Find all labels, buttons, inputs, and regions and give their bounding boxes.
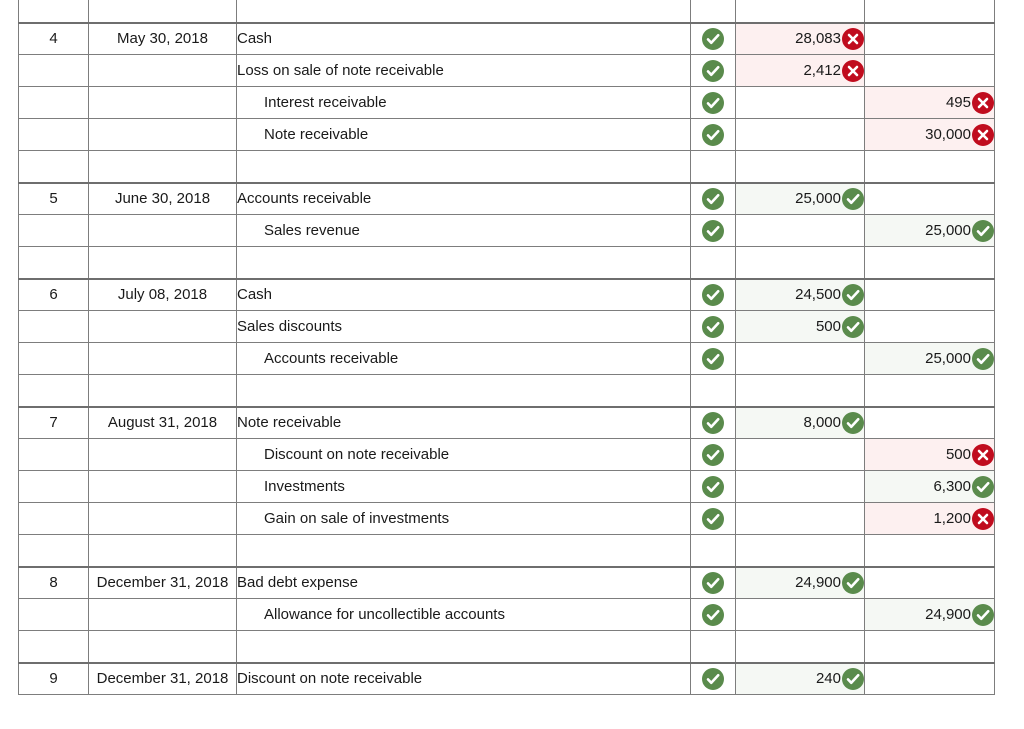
status-mark-cell <box>691 567 736 599</box>
debit-amount: 24,900 <box>795 574 841 592</box>
check-circle-icon <box>702 444 724 466</box>
credit-amount: 25,000 <box>925 222 971 239</box>
check-circle-icon <box>972 220 994 242</box>
debit-cell[interactable] <box>736 407 865 439</box>
x-circle-icon <box>842 28 864 50</box>
account-title: Gain on sale of investments <box>264 510 450 527</box>
check-circle-icon <box>702 412 724 434</box>
debit-amount: 500 <box>815 318 841 335</box>
credit-cell[interactable] <box>865 663 995 695</box>
date-value: May 30, 2018 <box>117 30 208 48</box>
debit-amount: 240 <box>815 670 841 688</box>
table-row <box>19 567 995 599</box>
credit-cell <box>865 0 995 23</box>
debit-amount: 28,083 <box>795 30 841 48</box>
credit-cell[interactable] <box>865 55 995 87</box>
credit-amount-wrap <box>865 343 994 374</box>
account-title-cell[interactable] <box>237 87 691 119</box>
check-circle-icon <box>842 412 864 434</box>
table-row <box>19 119 995 151</box>
account-title: Discount on note receivable <box>237 670 423 688</box>
table-row <box>19 343 995 375</box>
debit-amount-wrap <box>736 280 864 311</box>
table-row <box>19 215 995 247</box>
status-mark-cell <box>691 87 736 119</box>
debit-cell[interactable] <box>736 87 865 119</box>
credit-amount: 30,000 <box>925 126 971 143</box>
status-mark-cell <box>691 439 736 471</box>
x-circle-icon <box>972 508 994 530</box>
date-value: December 31, 2018 <box>96 574 229 592</box>
date-cell <box>89 663 237 695</box>
status-mark-cell <box>691 0 736 23</box>
date-cell <box>89 215 237 247</box>
date-value: December 31, 2018 <box>96 670 229 688</box>
credit-cell <box>865 151 995 183</box>
debit-amount-wrap <box>736 664 864 695</box>
status-mark-cell <box>691 535 736 567</box>
credit-cell[interactable] <box>865 215 995 247</box>
check-circle-icon <box>702 604 724 626</box>
check-circle-icon <box>702 508 724 530</box>
account-title-cell[interactable] <box>237 599 691 631</box>
debit-cell[interactable] <box>736 215 865 247</box>
debit-cell[interactable] <box>736 279 865 311</box>
account-title-cell[interactable] <box>237 471 691 503</box>
debit-cell <box>736 631 865 663</box>
debit-cell[interactable] <box>736 567 865 599</box>
entry-number: 8 <box>49 574 58 592</box>
entry-number-cell <box>19 407 89 439</box>
debit-amount-wrap <box>736 408 864 439</box>
credit-amount: 24,900 <box>925 606 971 623</box>
check-circle-icon <box>702 60 724 82</box>
status-mark-cell <box>691 23 736 55</box>
check-circle-icon <box>702 28 724 50</box>
credit-cell[interactable] <box>865 567 995 599</box>
date-cell <box>89 343 237 375</box>
date-cell <box>89 55 237 87</box>
account-cell <box>237 631 691 663</box>
account-title: Interest receivable <box>264 94 387 111</box>
account-title-cell[interactable] <box>237 55 691 87</box>
date-cell <box>89 439 237 471</box>
entry-number-cell <box>19 439 89 471</box>
credit-cell[interactable] <box>865 407 995 439</box>
credit-amount-wrap <box>865 439 994 470</box>
date-cell <box>89 151 237 183</box>
x-circle-icon <box>972 444 994 466</box>
credit-cell[interactable] <box>865 119 995 151</box>
journal-entry-table-container <box>18 0 994 695</box>
date-cell <box>89 503 237 535</box>
table-spacer-row <box>19 375 995 407</box>
date-cell <box>89 183 237 215</box>
debit-cell <box>736 535 865 567</box>
status-mark-cell <box>691 599 736 631</box>
account-title-cell[interactable] <box>237 407 691 439</box>
account-title-cell[interactable] <box>237 279 691 311</box>
check-circle-icon <box>972 476 994 498</box>
debit-cell[interactable] <box>736 599 865 631</box>
account-title-cell[interactable] <box>237 23 691 55</box>
debit-amount: 24,500 <box>795 286 841 304</box>
account-cell <box>237 247 691 279</box>
check-circle-icon <box>842 316 864 338</box>
account-cell <box>237 375 691 407</box>
debit-cell[interactable] <box>736 23 865 55</box>
credit-cell[interactable] <box>865 311 995 343</box>
table-row <box>19 663 995 695</box>
debit-cell <box>736 0 865 23</box>
credit-cell[interactable] <box>865 183 995 215</box>
debit-amount: 2,412 <box>803 62 841 79</box>
status-mark-cell <box>691 247 736 279</box>
journal-entry-table <box>18 0 995 695</box>
credit-cell <box>865 247 995 279</box>
status-mark-cell <box>691 279 736 311</box>
check-circle-icon <box>702 668 724 690</box>
status-mark-cell <box>691 471 736 503</box>
status-mark-cell <box>691 183 736 215</box>
credit-amount-wrap <box>865 119 994 150</box>
credit-amount-wrap <box>865 215 994 246</box>
check-circle-icon <box>842 284 864 306</box>
status-mark-cell <box>691 119 736 151</box>
check-circle-icon <box>842 668 864 690</box>
credit-cell <box>865 631 995 663</box>
credit-cell[interactable] <box>865 471 995 503</box>
debit-cell[interactable] <box>736 503 865 535</box>
account-title-cell[interactable] <box>237 343 691 375</box>
table-row <box>19 471 995 503</box>
date-cell <box>89 23 237 55</box>
table-row <box>19 87 995 119</box>
account-title: Loss on sale of note receivable <box>237 62 444 79</box>
account-title-cell[interactable] <box>237 663 691 695</box>
debit-cell[interactable] <box>736 471 865 503</box>
check-circle-icon <box>972 348 994 370</box>
x-circle-icon <box>972 124 994 146</box>
credit-amount: 6,300 <box>933 478 971 495</box>
entry-number-cell <box>19 535 89 567</box>
date-cell <box>89 87 237 119</box>
debit-amount: 25,000 <box>795 190 841 208</box>
entry-number-cell <box>19 55 89 87</box>
credit-cell[interactable] <box>865 599 995 631</box>
entry-number-cell <box>19 183 89 215</box>
date-value: July 08, 2018 <box>117 286 208 304</box>
account-title: Note receivable <box>237 414 342 432</box>
status-mark-cell <box>691 55 736 87</box>
status-mark-cell <box>691 503 736 535</box>
date-cell <box>89 279 237 311</box>
date-cell <box>89 247 237 279</box>
debit-cell[interactable] <box>736 183 865 215</box>
debit-cell[interactable] <box>736 343 865 375</box>
account-title: Sales revenue <box>264 222 360 239</box>
status-mark-cell <box>691 663 736 695</box>
date-cell <box>89 535 237 567</box>
x-circle-icon <box>972 92 994 114</box>
date-value: August 31, 2018 <box>107 414 218 432</box>
debit-amount: 8,000 <box>803 414 841 432</box>
debit-amount-wrap <box>736 568 864 599</box>
debit-cell[interactable] <box>736 55 865 87</box>
account-title-cell[interactable] <box>237 119 691 151</box>
check-circle-icon <box>702 316 724 338</box>
date-cell <box>89 471 237 503</box>
status-mark-cell <box>691 343 736 375</box>
entry-number-cell <box>19 119 89 151</box>
account-cell <box>237 151 691 183</box>
account-title-cell[interactable] <box>237 503 691 535</box>
table-spacer-row <box>19 631 995 663</box>
credit-amount: 500 <box>945 446 971 463</box>
entry-number-cell <box>19 0 89 23</box>
table-spacer-row <box>19 0 995 23</box>
check-circle-icon <box>842 572 864 594</box>
table-spacer-row <box>19 151 995 183</box>
entry-number-cell <box>19 599 89 631</box>
entry-number-cell <box>19 503 89 535</box>
table-row <box>19 23 995 55</box>
date-cell <box>89 311 237 343</box>
check-circle-icon <box>702 92 724 114</box>
status-mark-cell <box>691 151 736 183</box>
entry-number-cell <box>19 215 89 247</box>
entry-number-cell <box>19 87 89 119</box>
account-title-cell[interactable] <box>237 439 691 471</box>
account-title: Sales discounts <box>237 318 343 335</box>
account-title: Cash <box>237 286 273 304</box>
entry-number-cell <box>19 631 89 663</box>
date-cell <box>89 407 237 439</box>
credit-cell[interactable] <box>865 87 995 119</box>
table-row <box>19 279 995 311</box>
entry-number-cell <box>19 471 89 503</box>
entry-number-cell <box>19 663 89 695</box>
entry-number: 9 <box>49 670 58 688</box>
debit-cell <box>736 151 865 183</box>
credit-cell[interactable] <box>865 279 995 311</box>
check-circle-icon <box>702 476 724 498</box>
table-row <box>19 439 995 471</box>
debit-cell[interactable] <box>736 119 865 151</box>
account-title-cell[interactable] <box>237 311 691 343</box>
account-title-cell[interactable] <box>237 215 691 247</box>
table-spacer-row <box>19 535 995 567</box>
date-cell <box>89 119 237 151</box>
check-circle-icon <box>702 348 724 370</box>
debit-amount-wrap <box>736 55 864 86</box>
entry-number-cell <box>19 279 89 311</box>
credit-cell <box>865 375 995 407</box>
credit-amount-wrap <box>865 87 994 118</box>
table-spacer-row <box>19 247 995 279</box>
entry-number: 7 <box>49 414 58 432</box>
date-value: June 30, 2018 <box>114 190 211 208</box>
status-mark-cell <box>691 407 736 439</box>
date-cell <box>89 631 237 663</box>
status-mark-cell <box>691 375 736 407</box>
debit-cell <box>736 375 865 407</box>
entry-number-cell <box>19 343 89 375</box>
check-circle-icon <box>702 124 724 146</box>
debit-cell[interactable] <box>736 663 865 695</box>
account-title: Accounts receivable <box>264 350 399 367</box>
entry-number-cell <box>19 567 89 599</box>
debit-cell[interactable] <box>736 439 865 471</box>
account-cell <box>237 0 691 23</box>
account-title-cell[interactable] <box>237 183 691 215</box>
account-title: Investments <box>264 478 345 495</box>
credit-amount: 25,000 <box>925 350 971 367</box>
date-cell <box>89 567 237 599</box>
account-title: Accounts receivable <box>237 190 372 208</box>
entry-number-cell <box>19 151 89 183</box>
account-title: Note receivable <box>264 126 369 143</box>
account-title-cell[interactable] <box>237 567 691 599</box>
credit-cell[interactable] <box>865 343 995 375</box>
entry-number-cell <box>19 23 89 55</box>
account-cell <box>237 535 691 567</box>
credit-amount-wrap <box>865 503 994 534</box>
check-circle-icon <box>702 220 724 242</box>
credit-cell <box>865 535 995 567</box>
status-mark-cell <box>691 215 736 247</box>
entry-number: 4 <box>49 30 58 48</box>
account-title: Cash <box>237 30 273 48</box>
table-row <box>19 311 995 343</box>
debit-amount-wrap <box>736 311 864 342</box>
account-title: Discount on note receivable <box>264 446 450 463</box>
table-row <box>19 503 995 535</box>
debit-cell <box>736 247 865 279</box>
entry-number: 6 <box>49 286 58 304</box>
entry-number-cell <box>19 311 89 343</box>
entry-number-cell <box>19 247 89 279</box>
credit-amount: 1,200 <box>933 510 971 527</box>
debit-amount-wrap <box>736 24 864 55</box>
date-cell <box>89 375 237 407</box>
check-circle-icon <box>972 604 994 626</box>
credit-cell[interactable] <box>865 439 995 471</box>
credit-cell[interactable] <box>865 23 995 55</box>
table-row <box>19 599 995 631</box>
check-circle-icon <box>842 188 864 210</box>
debit-cell[interactable] <box>736 311 865 343</box>
credit-amount-wrap <box>865 471 994 502</box>
entry-number-cell <box>19 375 89 407</box>
account-title: Allowance for uncollectible accounts <box>264 606 505 623</box>
account-title: Bad debt expense <box>237 574 358 592</box>
table-row <box>19 183 995 215</box>
table-row <box>19 407 995 439</box>
check-circle-icon <box>702 572 724 594</box>
credit-amount-wrap <box>865 599 994 630</box>
debit-amount-wrap <box>736 184 864 215</box>
check-circle-icon <box>702 284 724 306</box>
check-circle-icon <box>702 188 724 210</box>
entry-number: 5 <box>49 190 58 208</box>
credit-cell[interactable] <box>865 503 995 535</box>
x-circle-icon <box>842 60 864 82</box>
date-cell <box>89 0 237 23</box>
status-mark-cell <box>691 631 736 663</box>
table-row <box>19 55 995 87</box>
credit-amount: 495 <box>945 94 971 111</box>
status-mark-cell <box>691 311 736 343</box>
date-cell <box>89 599 237 631</box>
